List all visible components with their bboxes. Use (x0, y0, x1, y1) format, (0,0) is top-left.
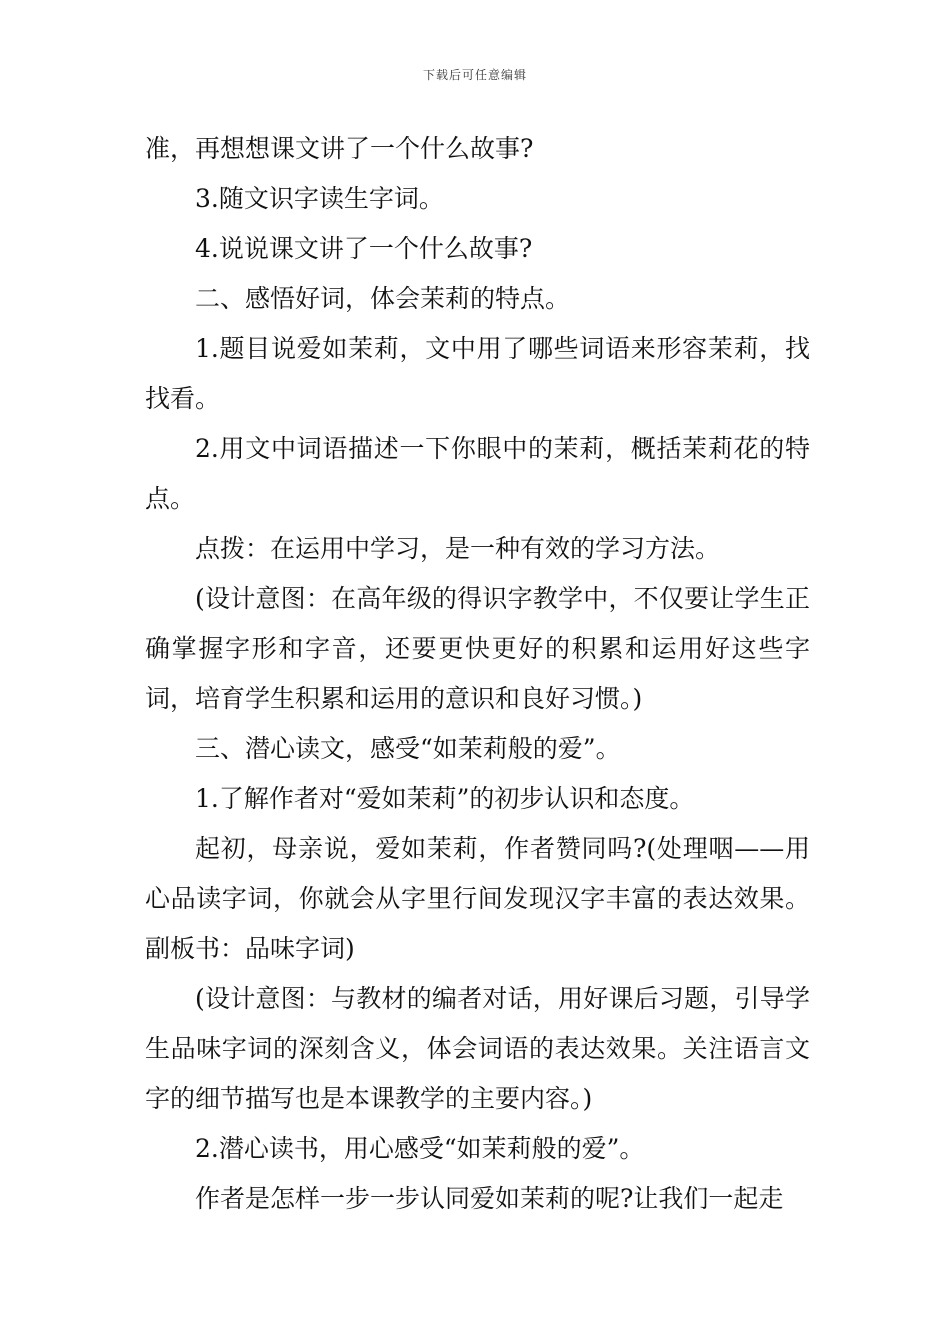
paragraph-2: 3.随文识字读生字词。 (195, 184, 444, 213)
paragraph-6: 2.用文中词语描述一下你眼中的茉莉，概括茉莉花的特点。 (145, 434, 810, 513)
document-body (145, 124, 810, 1224)
paragraph-5: 1.题目说爱如茉莉，文中用了哪些词语来形容茉莉，找找看。 (145, 334, 810, 413)
paragraph-11: 起初，母亲说，爱如茉莉，作者赞同吗?(处理咽——用心品读字词，你就会从字里行间发现汉字丰富的表达效果。副板书：品味字词) (145, 834, 810, 963)
section-heading-3: 三、潜心读文，感受“如茉莉般的爱”。 (195, 734, 621, 763)
page-header: 下载后可任意编辑 (422, 68, 527, 82)
paragraph-13: 2.潜心读书，用心感受“如茉莉般的爱”。 (195, 1134, 645, 1163)
design-intent-1: (设计意图：在高年级的得识字教学中，不仅要让学生正确掌握字形和字音，还要更快更好的积累和运用好这些字词，培育学生积累和运用的意识和良好习惯。) (145, 584, 810, 713)
section-heading-2: 二、感悟好词，体会茉莉的特点。 (195, 284, 571, 313)
paragraph-10: 1.了解作者对“爱如茉莉”的初步认识和态度。 (195, 784, 695, 813)
paragraph-7: 点拨：在运用中学习，是一种有效的学习方法。 (195, 534, 721, 563)
paragraph-1: 准，再想想课文讲了一个什么故事? (145, 134, 534, 163)
design-intent-2: (设计意图：与教材的编者对话，用好课后习题，引导学生品味字词的深刻含义，体会词语的表达效果。关注语言文字的细节描写也是本课教学的主要内容。) (145, 984, 810, 1113)
paragraph-14: 作者是怎样一步一步认同爱如茉莉的呢?让我们一起走 (195, 1184, 784, 1213)
paragraph-3: 4.说说课文讲了一个什么故事? (195, 234, 533, 263)
